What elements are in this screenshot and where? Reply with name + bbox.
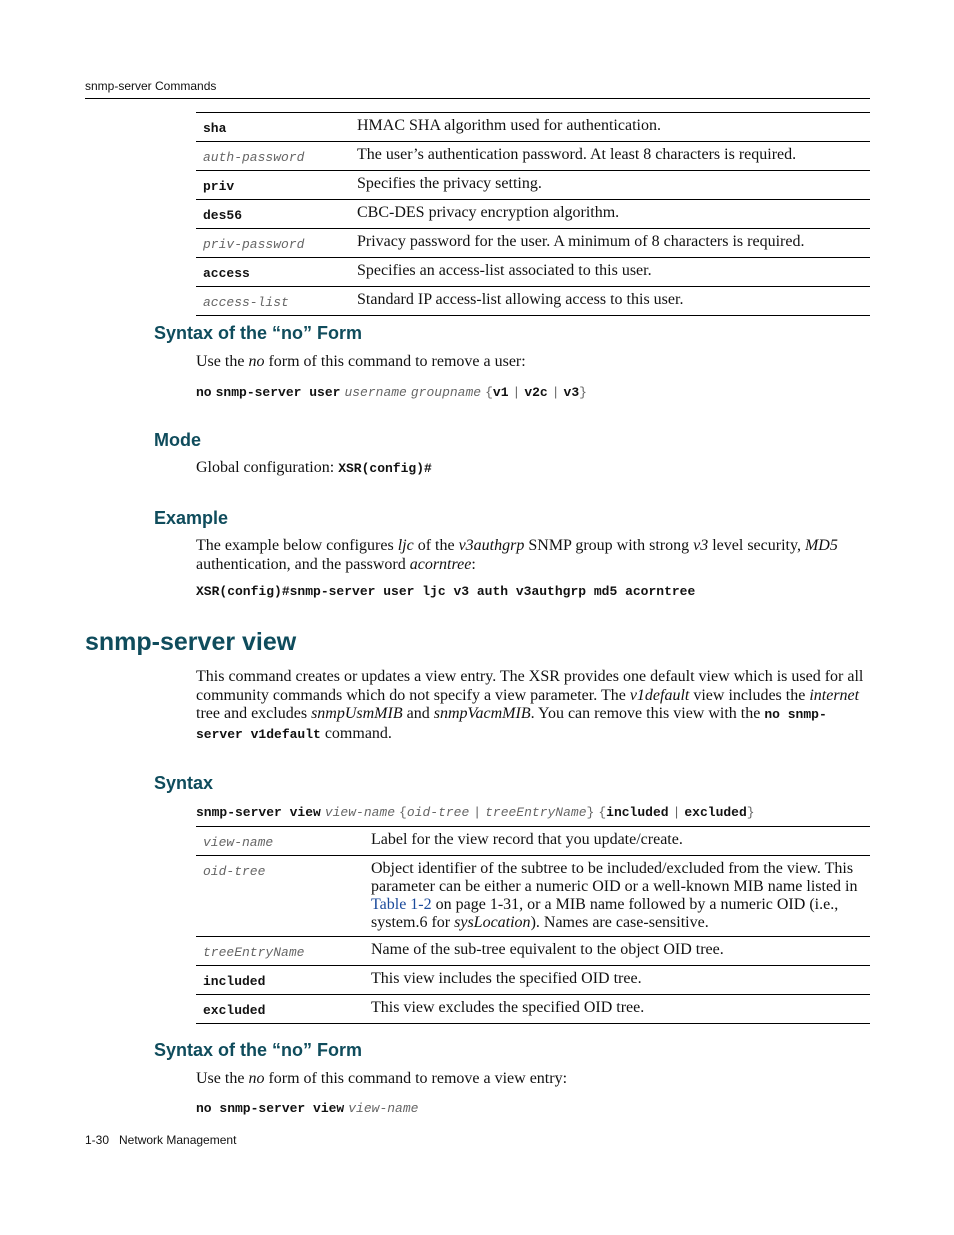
param-term <box>196 229 357 258</box>
syntax-command: snmp-server view view-name {oid-tree | treeEntryName} {included | excluded} <box>196 805 755 820</box>
param-keyword: priv <box>203 179 235 194</box>
no-form-command: no snmp-server view view-name <box>196 1101 419 1116</box>
example-text: The example below configures ljc of the v3authgrp SNMP group with strong v3 level security, MD5 authentication, and the password acorntree: <box>196 537 838 573</box>
running-header: snmp-server Commands <box>85 79 217 93</box>
table-row <box>196 995 870 1024</box>
mode-text: Global configuration: XSR(config)# <box>196 459 432 476</box>
param-argument: treeEntryName <box>203 945 305 960</box>
table-row <box>196 142 870 171</box>
page-footer: 1-30 Network Management <box>85 1133 237 1147</box>
param-term <box>196 937 371 966</box>
no-form-command: no snmp-server user username groupname {v1 | v2c | v3} <box>196 385 587 400</box>
table-row <box>196 937 870 966</box>
table-row <box>196 113 870 142</box>
table-row <box>196 258 870 287</box>
param-argument: auth-password <box>203 150 305 165</box>
param-keyword: included <box>203 974 266 989</box>
section-heading-syntax: Syntax <box>154 773 214 793</box>
table-row <box>196 966 870 995</box>
param-desc: This view excludes the specified OID tree. <box>371 995 870 1024</box>
param-desc: Privacy password for the user. A minimum of 8 characters is required. <box>357 229 870 258</box>
param-keyword: des56 <box>203 208 243 223</box>
param-argument: access-list <box>203 295 289 310</box>
param-term <box>196 200 357 229</box>
table-reference-link[interactable]: Table 1-2 <box>371 896 432 913</box>
param-keyword: access <box>203 266 250 281</box>
view-description: This command creates or updates a view entry. The XSR provides one default view which is used for all community commands which do not specify a view parameter. The v1default view includes the internet tree and excludes snmpUsmMIB and snmpVacmMIB. You can remove this view with the no snmp-server v1default command. <box>196 668 864 743</box>
param-desc: HMAC SHA algorithm used for authentication. <box>357 113 870 142</box>
section-heading-example: Example <box>154 508 229 528</box>
param-argument: view-name <box>203 835 274 850</box>
param-desc: Label for the view record that you update/create. <box>371 827 870 856</box>
no-form-intro: Use the no form of this command to remove a view entry: <box>196 1070 568 1087</box>
example-command: XSR(config)#snmp-server user ljc v3 auth v3authgrp md5 acorntree <box>196 584 696 599</box>
param-term <box>196 171 357 200</box>
param-term <box>196 856 371 937</box>
table-row <box>196 856 870 937</box>
param-argument: oid-tree <box>203 864 266 879</box>
param-keyword: excluded <box>203 1003 266 1018</box>
param-term <box>196 966 371 995</box>
param-desc: Name of the sub-tree equivalent to the object OID tree. <box>371 937 870 966</box>
cli-prompt: XSR(config)# <box>338 461 432 476</box>
table-row <box>196 200 870 229</box>
param-keyword: sha <box>203 121 227 136</box>
param-desc: Specifies the privacy setting. <box>357 171 870 200</box>
param-term <box>196 827 371 856</box>
param-desc: The user’s authentication password. At least 8 characters is required. <box>357 142 870 171</box>
param-term <box>196 995 371 1024</box>
param-term <box>196 258 357 287</box>
param-desc: Object identifier of the subtree to be included/excluded from the view. This parameter can be either a numeric OID or a well-known MIB name listed in Table 1-2 on page 1-31, or a MIB name followed by a numeric OID (i.e., system.6 for sysLocation). Names are case-sensitive. <box>371 856 870 937</box>
param-term <box>196 142 357 171</box>
table-row <box>196 287 870 316</box>
param-argument: priv-password <box>203 237 305 252</box>
param-desc: Standard IP access-list allowing access to this user. <box>357 287 870 316</box>
param-desc: Specifies an access-list associated to this user. <box>357 258 870 287</box>
command-title: snmp-server view <box>85 628 297 656</box>
param-term <box>196 287 357 316</box>
section-heading-no-form: Syntax of the “no” Form <box>154 1040 363 1060</box>
section-heading-mode: Mode <box>154 430 201 450</box>
param-term <box>196 113 357 142</box>
table-row <box>196 171 870 200</box>
param-desc: This view includes the specified OID tree. <box>371 966 870 995</box>
param-desc: CBC-DES privacy encryption algorithm. <box>357 200 870 229</box>
table-row <box>196 229 870 258</box>
user-params-table <box>196 112 870 316</box>
table-row <box>196 827 870 856</box>
section-heading-no-form: Syntax of the “no” Form <box>154 323 363 343</box>
view-params-table <box>196 826 870 1024</box>
no-form-intro: Use the no form of this command to remove a user: <box>196 353 526 370</box>
header-rule <box>85 98 870 99</box>
